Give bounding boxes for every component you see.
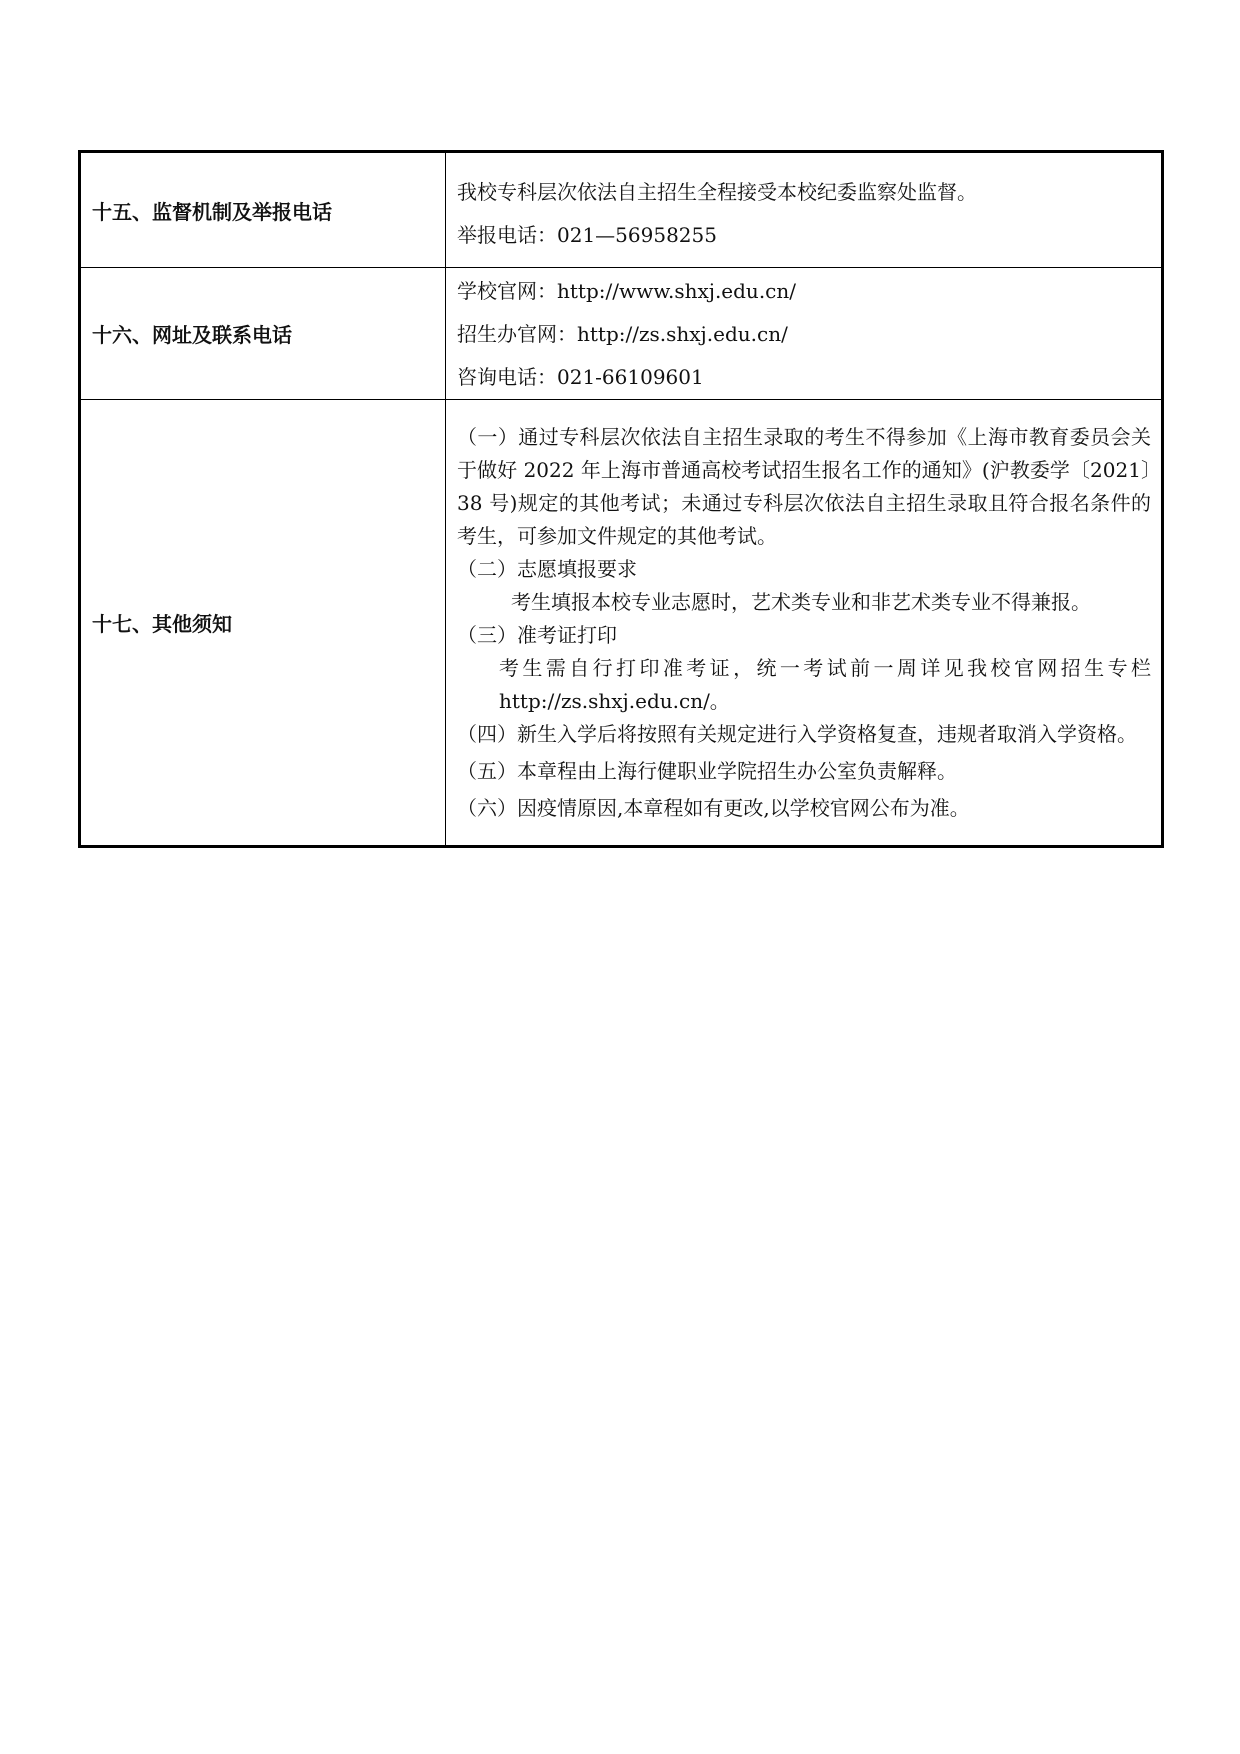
note-item-4: （四）新生入学后将按照有关规定进行入学资格复查，违规者取消入学资格。 bbox=[457, 722, 1137, 746]
row-heading-notes: 十七、其他须知 bbox=[80, 400, 446, 847]
admission-website: 招生办官网：http://zs.shxj.edu.cn/ bbox=[457, 322, 788, 346]
note-item-2-title: （二）志愿填报要求 bbox=[457, 557, 637, 581]
note-item-5: （五）本章程由上海行健职业学院招生办公室负责解释。 bbox=[457, 759, 957, 783]
row-content-notes bbox=[446, 400, 1163, 847]
admission-info-table bbox=[78, 150, 1164, 848]
consult-phone: 咨询电话：021-66109601 bbox=[457, 365, 704, 389]
note-item-3-body: 考生需自行打印准考证，统一考试前一周详见我校官网招生专栏http://zs.shxj.edu.cn/。 bbox=[499, 656, 1151, 713]
row-heading-supervision: 十五、监督机制及举报电话 bbox=[80, 152, 446, 268]
row-content-supervision bbox=[446, 152, 1163, 268]
report-phone: 举报电话：021—56958255 bbox=[457, 222, 717, 247]
row-heading-contact: 十六、网址及联系电话 bbox=[80, 268, 446, 400]
note-item-2-body: 考生填报本校专业志愿时，艺术类专业和非艺术类专业不得兼报。 bbox=[511, 590, 1091, 614]
note-item-3-title: （三）准考证打印 bbox=[457, 623, 617, 647]
school-website: 学校官网：http://www.shxj.edu.cn/ bbox=[457, 279, 796, 303]
table-row bbox=[80, 268, 1163, 400]
table-row bbox=[80, 152, 1163, 268]
table-row bbox=[80, 400, 1163, 847]
note-item-6: （六）因疫情原因,本章程如有更改,以学校官网公布为准。 bbox=[457, 796, 970, 820]
note-item-1: （一）通过专科层次依法自主招生录取的考生不得参加《上海市教育委员会关于做好 2022 年上海市普通高校考试招生报名工作的通知》(沪教委学〔2021〕38 号)规定的其他考试；未通过专科层次依法自主招生录取且符合报名条件的考生，可参加文件规定的其他考试。 bbox=[457, 425, 1151, 548]
supervision-statement: 我校专科层次依法自主招生全程接受本校纪委监察处监督。 bbox=[457, 179, 977, 204]
row-content-contact bbox=[446, 268, 1163, 400]
